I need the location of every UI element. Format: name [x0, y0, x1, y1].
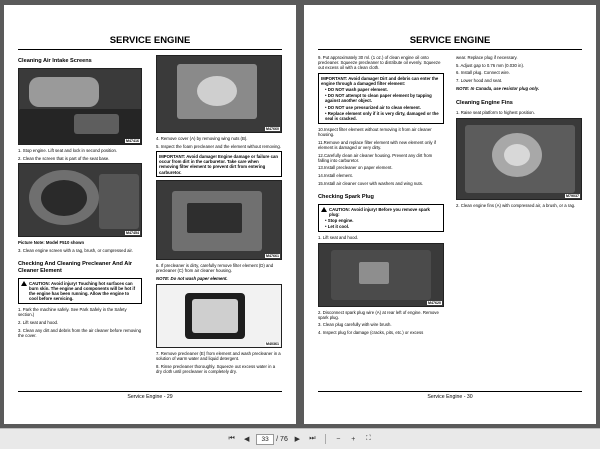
figure-label: M47416 [126, 139, 139, 143]
caution-box: CAUTION: Avoid injury! Before you remove spark plug: • Stop engine. • Let it cool. [318, 204, 444, 232]
step: 2. Lift seat and hood. [18, 320, 59, 326]
note: NOTE: In Canada, use resistor plug only. [456, 85, 540, 91]
page-indicator [256, 434, 288, 445]
air-cleaner-cover-photo [156, 55, 282, 133]
page-footer: Service Engine - 30 [318, 391, 582, 400]
zoom-out-icon[interactable]: − [336, 435, 341, 443]
figure-label: M79037 [566, 193, 579, 198]
figure-label: M47454 [126, 231, 139, 236]
section-title: Cleaning Engine Fins [456, 100, 513, 107]
step: 8. Rinse precleaner thoroughly. Squeeze out excess water in a dry cloth until precleaner is completely dry. [156, 363, 276, 374]
page-29 [4, 5, 296, 424]
step: 11.Remove and replace filter element with new element only if element is damaged or very dirty. [318, 139, 436, 150]
step: 3. Clean any dirt and debris from the air cleaner before removing the cover. [18, 327, 142, 338]
section-title: Checking And Cleaning Precleaner And Air Cleaner Element [18, 261, 133, 275]
engine-fins-photo [456, 118, 582, 200]
warning-triangle-icon [21, 281, 27, 286]
step: 7. Remove precleaner (E) from element and wash precleaner in a solution of warm water and liquid detergent. [156, 350, 281, 362]
step: 2. Clean the screen that is part of the seat base. [18, 155, 110, 161]
step: 2. Clean engine fins (A) with compressed air, a brush, or a rag. [456, 202, 576, 208]
last-page-icon[interactable]: ⏭ [309, 435, 316, 442]
filter-element-photo [156, 180, 282, 260]
next-page-icon[interactable]: ▶ [294, 436, 301, 443]
figure-label: M47620 [428, 300, 441, 305]
right-column [456, 55, 582, 210]
figure-label: M40361 [266, 341, 279, 346]
section-title: Cleaning Air Intake Screens [18, 58, 92, 64]
important-box: IMPORTANT: Avoid damage! Engine damage or failure can occur from dirt in the carburetor. Take care when removing filter element to prevent dirt from entering carburetor. [156, 151, 282, 177]
precleaner-photo [156, 284, 282, 348]
spark-plug-photo [318, 243, 444, 307]
fullscreen-icon[interactable]: ⛶ [365, 435, 371, 442]
note: NOTE: Do not wash paper element. [156, 276, 228, 282]
engine-screen-photo [18, 163, 142, 237]
step: 14.Install element. [318, 173, 353, 179]
figure-label: M47660 [266, 127, 279, 131]
warning-triangle-icon [321, 207, 327, 212]
step: 10.Inspect filter element without removing it from air cleaner housing. [318, 126, 432, 137]
pdf-toolbar [0, 428, 600, 449]
right-column [156, 55, 282, 377]
step: 2. Disconnect spark plug wire (A) at rear left of engine. Remove spark plug. [318, 309, 439, 320]
step: 3. Clean plug carefully with wire brush. [318, 322, 392, 328]
important-box: IMPORTANT: Avoid damage! Dirt and debris can enter the engine through a damaged filter element: • DO NOT wash paper element. • DO NOT attempt to clean paper element by tapping against another object. • DO NOT use pressurized air to clean element. • Replace element only if it is very dirty, damaged or the seal is cracked. [318, 73, 444, 124]
step: 7. Lower hood and seat. [456, 78, 503, 84]
step-continued: wear. Replace plug if necessary. [456, 55, 518, 60]
caution-box: CAUTION: Avoid injury! Touching hot surfaces can burn skin. The engine and components will be hot if the engine has been running. Allow the engine to cool before servicing. [18, 278, 142, 304]
step: 5. Adjust gap to 0.76 mm (0.030 in). [456, 62, 525, 68]
step: 6. If precleaner is dirty, carefully remove filter element (D) and precleaner (C) from air cleaner housing. [156, 263, 274, 274]
step: 12.Carefully clean air cleaner housing. Prevent any dirt from falling into carburetor. [318, 152, 433, 163]
step: 1. Raise seat platform to highest position. [456, 110, 535, 116]
section-title: Checking Spark Plug [318, 194, 374, 201]
step: 15.Install air cleaner cover with washers and wing nuts. [318, 180, 424, 186]
page-header: SERVICE ENGINE [318, 35, 582, 50]
step: 5. Inspect the foam precleaner and the element without removing. [156, 143, 281, 149]
step: 3. Clean engine screen with a rag, brush, or compressed air. [18, 248, 133, 254]
figure-label: M47661 [266, 254, 279, 259]
left-column [318, 55, 444, 338]
zoom-in-icon[interactable]: + [351, 435, 356, 443]
step: 1. Stop engine. Lift seat and lock in second position. [18, 148, 118, 153]
step: 6. Install plug. Connect wire. [456, 70, 510, 76]
left-column [18, 55, 142, 341]
page-footer: Service Engine - 29 [18, 391, 282, 400]
previous-page-icon[interactable]: ◀ [243, 436, 250, 443]
step: 13.Install precleaner on paper element. [318, 165, 393, 171]
step: 9. Put approximately 30 ml. (1 oz.) of clean engine oil onto precleaner. Squeeze precleaner to distribute oil evenly. Squeeze out excess oil with a clean cloth. [318, 55, 441, 71]
first-page-icon[interactable]: ⏮ [228, 435, 235, 442]
page-30 [304, 5, 596, 424]
total-pages: / 76 [276, 435, 288, 443]
step: 4. Remove cover (A) by removing wing nuts (B). [156, 136, 248, 141]
page-number-input[interactable]: 33 [256, 434, 274, 445]
page-header: SERVICE ENGINE [18, 35, 282, 50]
step: 4. Inspect plug for damage (cracks, pits, etc.) or excess [318, 330, 424, 336]
step: 1. Park the machine safely. See Park Safely in the Safety section.) [18, 307, 127, 318]
picture-note: Picture Note: Model F510 shown [18, 240, 85, 246]
toolbar-divider [325, 434, 326, 444]
air-intake-screen-photo [18, 68, 142, 145]
step: 1. Lift seat and hood. [318, 234, 359, 240]
